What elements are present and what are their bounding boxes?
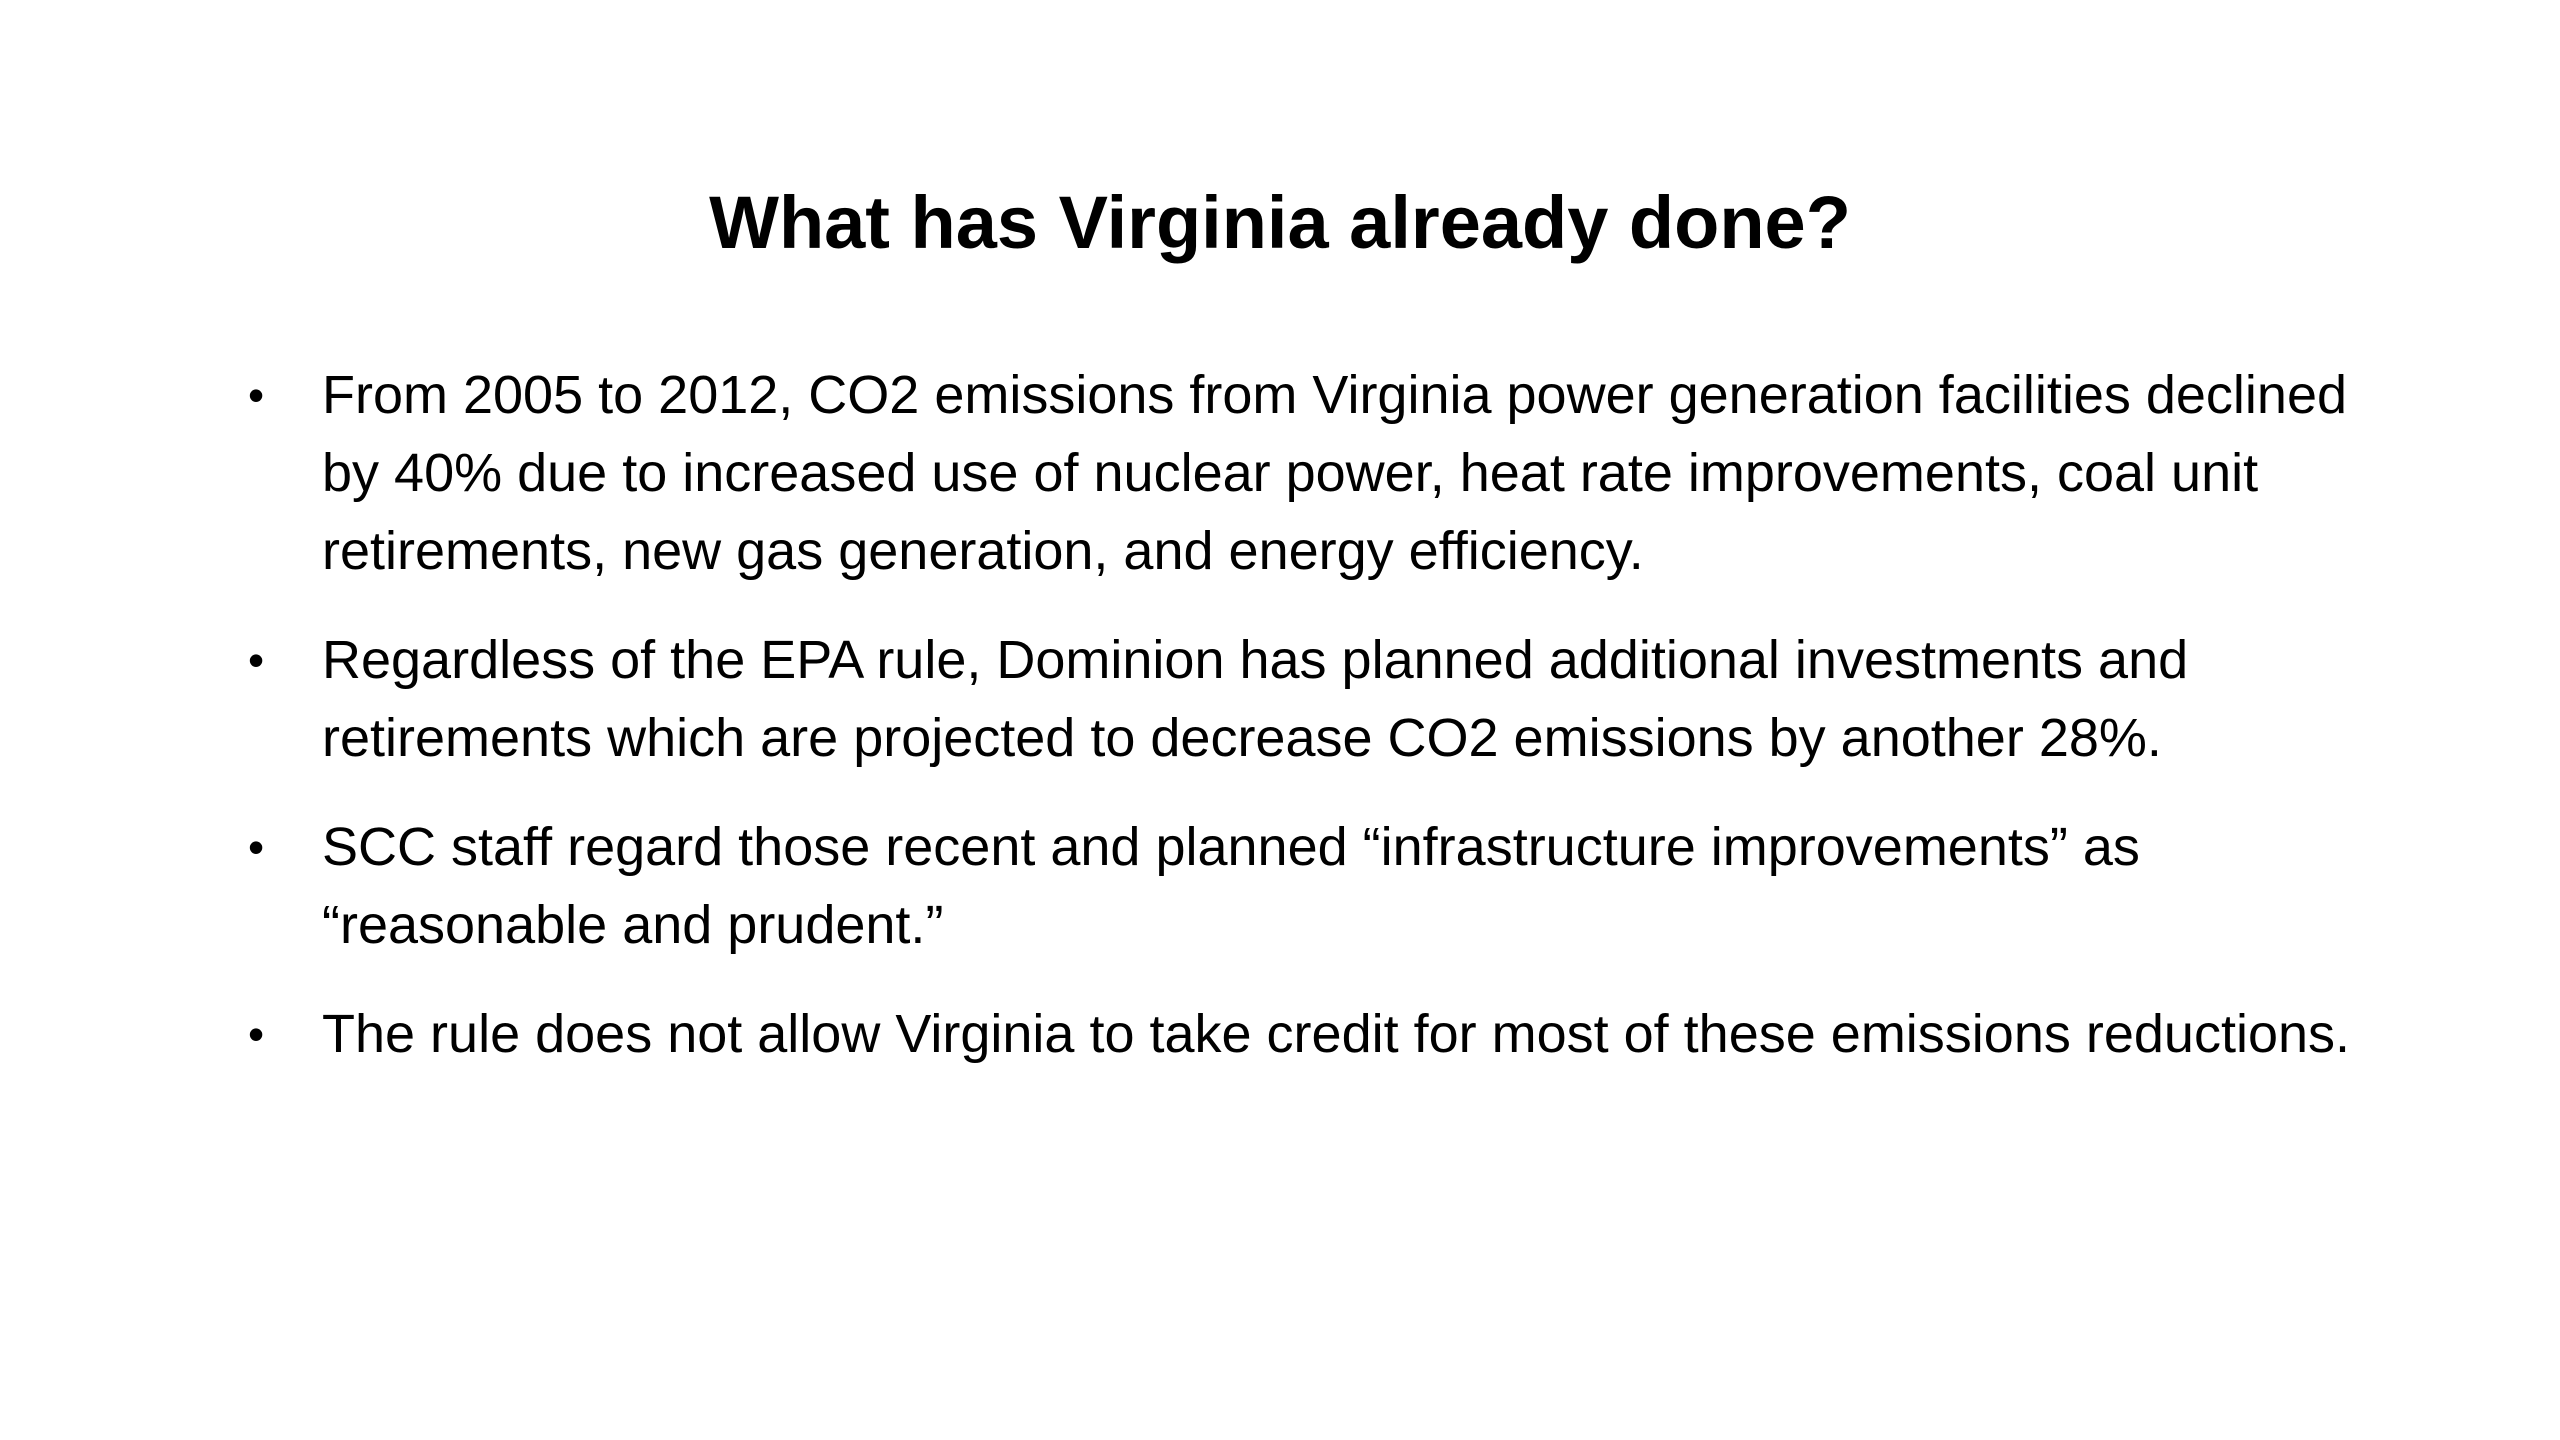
bullet-icon: • [248,1008,265,1060]
bullet-item [240,995,2360,1073]
bullet-icon: • [248,821,265,873]
bullet-item [240,808,2360,964]
bullet-icon: • [248,369,265,421]
slide-title: What has Virginia already done? [709,181,1851,264]
bullet-text: Regardless of the EPA rule, Dominion has planned additional investments and retirements which are projected to decrease CO2 emissions by another 28%. [322,630,2189,768]
bullet-text: SCC staff regard those recent and planned “infrastructure improvements” as “reasonable and prudent.” [322,817,2140,955]
bullet-icon: • [248,634,265,686]
bullet-list [240,356,2360,1104]
bullet-item [240,621,2360,777]
bullet-text: The rule does not allow Virginia to take credit for most of these emissions reductions. [322,1004,2351,1064]
bullet-item [240,356,2360,590]
bullet-text: From 2005 to 2012, CO2 emissions from Virginia power generation facilities declined by 40% due to increased use of nuclear power, heat rate improvements, coal unit retirements, new gas generation, and energy efficiency. [322,365,2348,581]
